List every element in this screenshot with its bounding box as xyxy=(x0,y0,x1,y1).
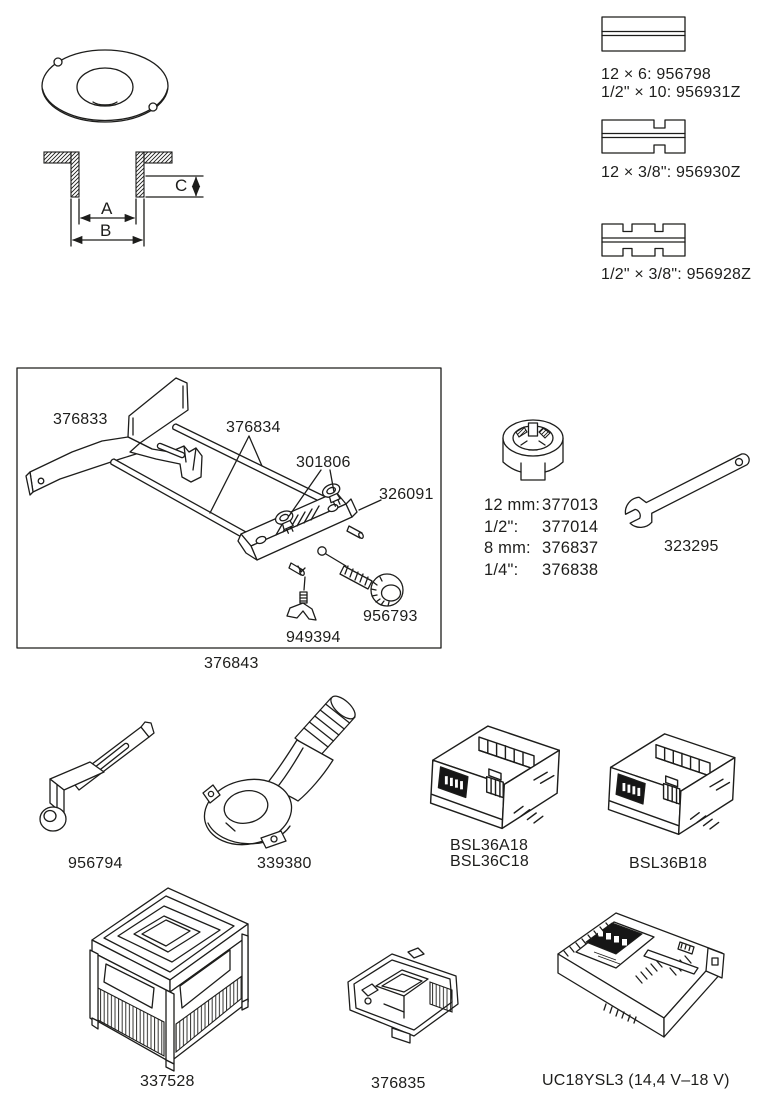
guide-assembly-box xyxy=(17,368,441,648)
bar-956928Z-drawing xyxy=(602,224,685,256)
wing-bolt-drawing xyxy=(287,592,316,620)
bar1-part-label-line1: 12 × 6: 956798 xyxy=(601,66,712,83)
cross-section-drawing xyxy=(44,152,203,246)
bar2-part-label: 12 × 3/8": 956930Z xyxy=(601,164,741,181)
collet-size: 1/4": xyxy=(484,561,519,580)
charger-part-label: UC18YSL3 (14,4 V–18 V) xyxy=(542,1072,730,1089)
battery-left-drawing xyxy=(431,726,560,828)
collet-part: 377014 xyxy=(542,517,599,536)
bar-956930Z-drawing xyxy=(602,120,685,153)
collet-size: 1/2": xyxy=(484,517,519,536)
knob-bolt-part-label: 956793 xyxy=(363,608,418,625)
collet-part: 377013 xyxy=(542,496,599,514)
straight-guide-part-label: 956794 xyxy=(68,855,123,872)
dim-a-label: A xyxy=(101,199,113,218)
straight-guide-drawing xyxy=(40,722,154,831)
wrench-drawing xyxy=(621,444,755,532)
stack-case-part-label: 337528 xyxy=(140,1073,195,1090)
bar1-part-label-line2: 1/2" × 10: 956931Z xyxy=(601,84,741,101)
guide-bars-part-label: 376834 xyxy=(226,419,281,436)
battery-left-label-line1: BSL36A18 xyxy=(450,837,529,854)
dust-adapter-drawing xyxy=(198,692,359,852)
assembly-set-label: 376843 xyxy=(204,655,259,672)
bar3-part-label: 1/2" × 3/8": 956928Z xyxy=(601,266,752,283)
collet-part: 376837 xyxy=(542,539,599,558)
collet-row xyxy=(484,561,598,583)
collet-chuck-drawing xyxy=(503,420,563,480)
collet-row xyxy=(484,539,598,561)
knob-bolt-drawing xyxy=(340,566,403,606)
wrench-part-label: 323295 xyxy=(664,538,719,555)
inner-tray-part-label: 376835 xyxy=(371,1075,426,1092)
battery-left-label-line2: BSL36C18 xyxy=(450,853,529,870)
battery-right-label: BSL36B18 xyxy=(629,855,708,872)
collet-row xyxy=(484,496,598,518)
dust-adapter-part-label: 339380 xyxy=(257,855,312,872)
collet-size: 8 mm: xyxy=(484,539,531,558)
bar-956798-drawing xyxy=(602,17,685,51)
battery-right-drawing xyxy=(608,734,734,834)
wing-nuts-part-label: 301806 xyxy=(296,454,351,471)
guide-plate-drawing xyxy=(26,378,202,495)
holder-block-drawing xyxy=(238,492,364,576)
charger-drawing xyxy=(558,913,724,1037)
inner-tray-drawing xyxy=(348,948,458,1043)
collet-part: 376838 xyxy=(542,561,599,580)
collet-size: 12 mm: xyxy=(484,496,541,514)
template-guide-disc-drawing xyxy=(42,50,168,122)
dim-c-label: C xyxy=(175,176,188,195)
holder-part-label: 326091 xyxy=(379,486,434,503)
stack-case-drawing xyxy=(90,888,248,1071)
dim-b-label: B xyxy=(100,221,112,240)
collet-chuck-list xyxy=(484,496,598,583)
plate-part-label: 376833 xyxy=(53,411,108,428)
wing-bolt-part-label: 949394 xyxy=(286,629,341,646)
collet-row xyxy=(484,518,598,540)
